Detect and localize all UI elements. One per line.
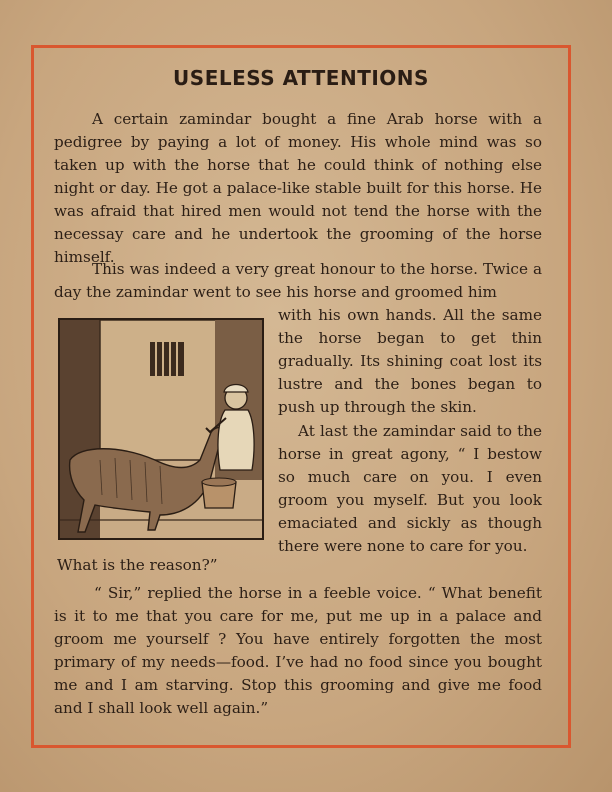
illustration-horse-and-zamindar <box>58 318 264 540</box>
paragraph-2-continued: with his own hands. All the same the horse began to get thin gradually. Its shining coat lost its lustre and the bones began to push up through the skin. <box>278 306 542 416</box>
paragraph-4: “ Sir,” replied the horse in a feeble voice. “ What benefit is it to me that you care for me, put me up in a palace and groom me yourself ? You have entirely forgotten the most primary of my needs—food. I’ve had no food since you bought me and I am starving. Stop this grooming and give me food and I shall look well again.” <box>54 584 542 717</box>
paragraph-1: A certain zamindar bought a fine Arab horse with a pedigree by paying a lot of money. His whole mind was so taken up with the horse that he could think of nothing else night or day. He got a palace-like stable built for this horse. He was afraid that hired men would not tend the horse with the necessay care and he undertook the grooming of the horse himself. <box>54 110 542 266</box>
story-title: USELESS ATTENTIONS <box>173 66 429 90</box>
paragraph-3-end: What is the reason?” <box>57 556 218 574</box>
paragraph-3: At last the zamindar said to the horse in great agony, “ I bestow so much care on you. I even groom you myself. But you look emaciated and sickly as though there were none to care for you. <box>278 422 542 555</box>
paragraph-2: This was indeed a very great honour to the horse. Twice a day the zamindar went to see his horse and groomed him <box>54 260 542 301</box>
